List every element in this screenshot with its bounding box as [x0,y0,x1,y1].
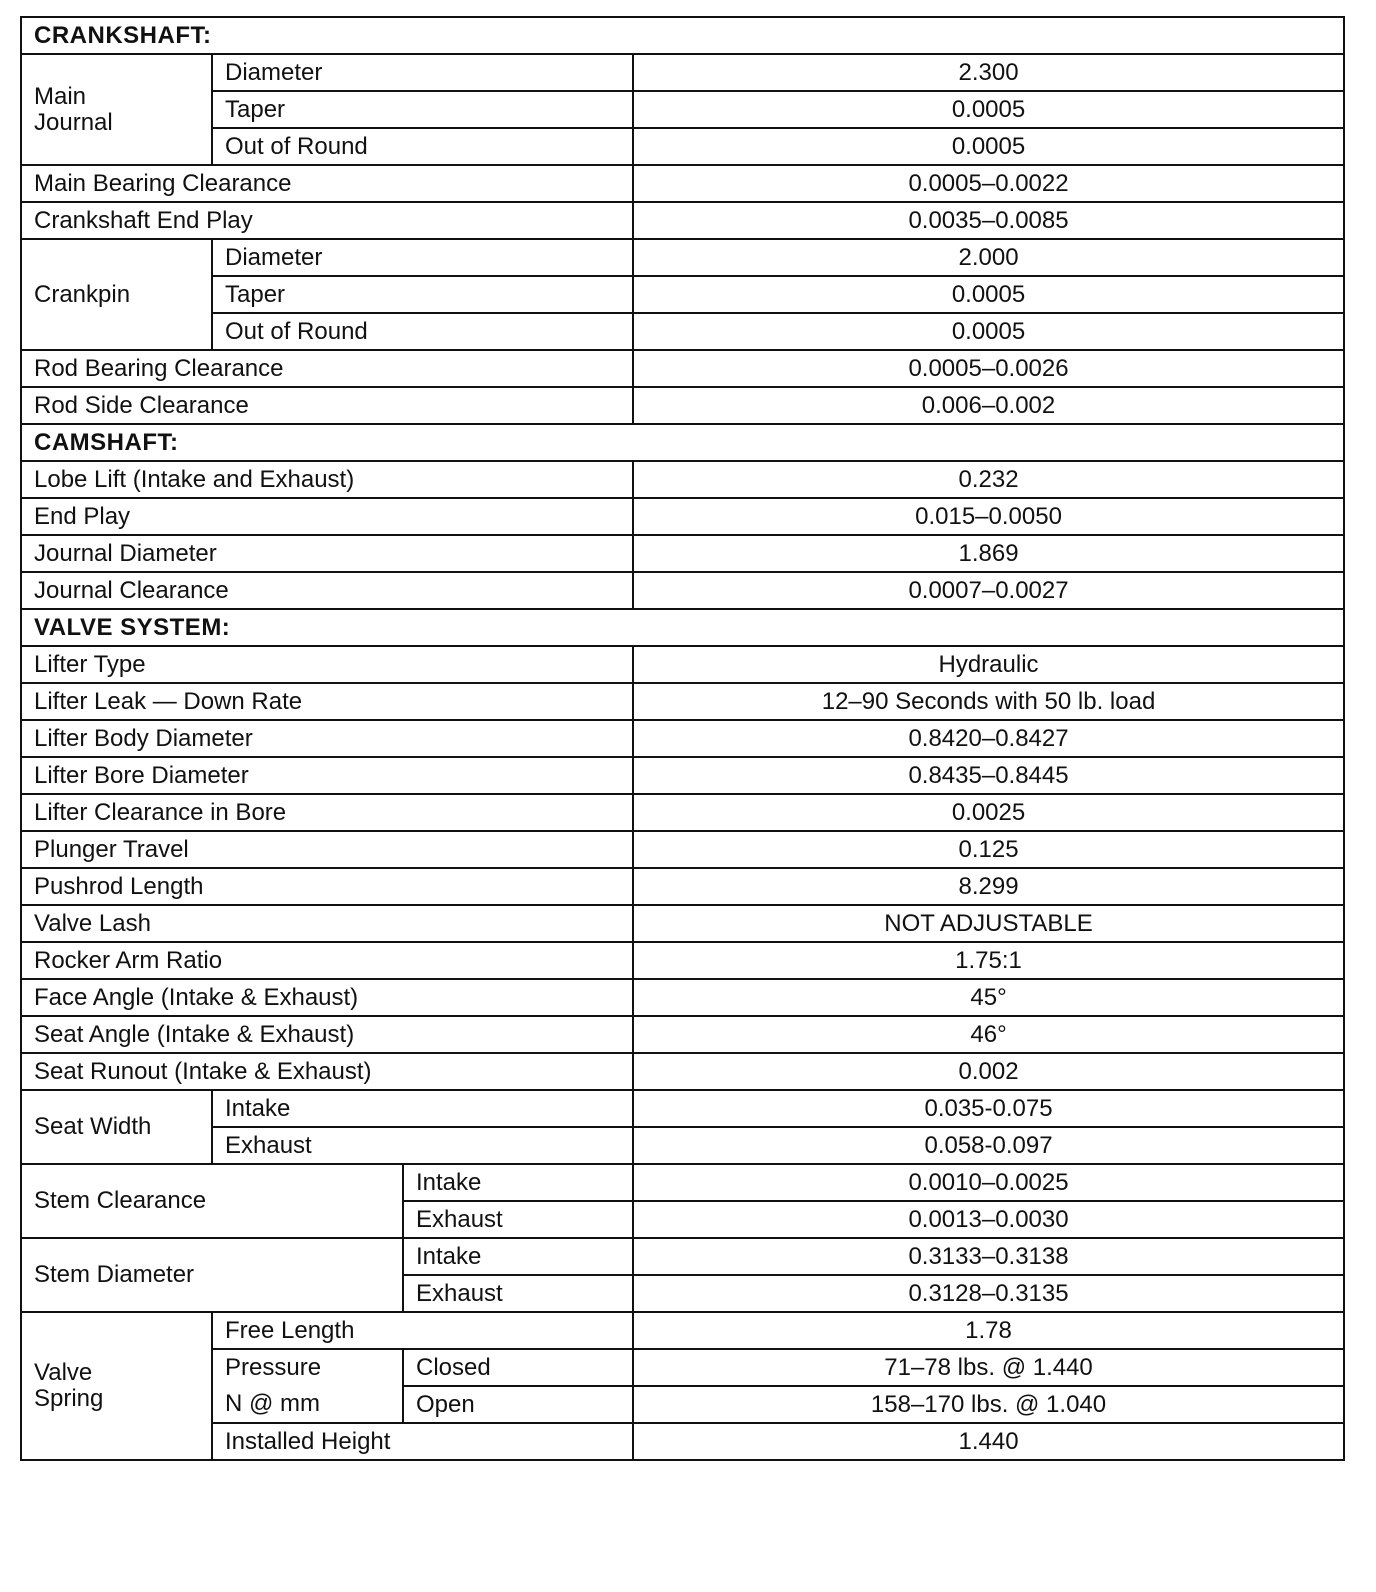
spec-value: 2.000 [633,239,1344,276]
spec-value: 0.0013–0.0030 [633,1201,1344,1238]
table-row [21,461,1344,498]
spec-value: Hydraulic [633,646,1344,683]
spec-value: 0.0005 [633,313,1344,350]
table-row [21,942,1344,979]
spec-value: 1.75:1 [633,942,1344,979]
spec-label: Rocker Arm Ratio [21,942,633,979]
valve-spring-label-line-1: Valve [34,1359,93,1386]
spec-label: Lifter Clearance in Bore [21,794,633,831]
table-row [21,757,1344,794]
table-row [21,1090,1344,1127]
spec-value: 45° [633,979,1344,1016]
spec-label: Valve Lash [21,905,633,942]
spec-label: Pushrod Length [21,868,633,905]
spec-label: Closed [403,1349,633,1386]
engine-spec-table [20,16,1345,1461]
spec-value: 8.299 [633,868,1344,905]
section-heading-camshaft: CAMSHAFT: [21,424,1344,461]
spec-label: Out of Round [212,128,633,165]
spec-value: 0.015–0.0050 [633,498,1344,535]
table-row [21,1016,1344,1053]
table-row [21,202,1344,239]
table-row [21,498,1344,535]
table-row [21,54,1344,91]
spec-value: 0.0005 [633,128,1344,165]
pressure-label: Pressure [212,1349,403,1386]
section-heading-valve-system: VALVE SYSTEM: [21,609,1344,646]
spec-value: 0.035-0.075 [633,1090,1344,1127]
spec-value: 0.002 [633,1053,1344,1090]
spec-value: 0.125 [633,831,1344,868]
spec-label: Exhaust [212,1127,633,1164]
table-row [21,239,1344,276]
table-row [21,535,1344,572]
spec-label: End Play [21,498,633,535]
spec-value: 0.006–0.002 [633,387,1344,424]
table-row [21,1423,1344,1460]
spec-label: Lobe Lift (Intake and Exhaust) [21,461,633,498]
spec-value: 0.0007–0.0027 [633,572,1344,609]
spec-value: 0.3133–0.3138 [633,1238,1344,1275]
section-row-crankshaft [21,17,1344,54]
table-row [21,1238,1344,1275]
table-row [21,1164,1344,1201]
spec-value: 0.0005 [633,276,1344,313]
section-row-valve-system [21,609,1344,646]
stem-diameter-label: Stem Diameter [21,1238,403,1312]
spec-label: Crankshaft End Play [21,202,633,239]
spec-label: Rod Side Clearance [21,387,633,424]
spec-value: 158–170 lbs. @ 1.040 [633,1386,1344,1423]
table-row [21,1349,1344,1386]
table-row [21,572,1344,609]
spec-value: 1.440 [633,1423,1344,1460]
valve-spring-label [21,1312,212,1460]
spec-label: Intake [403,1238,633,1275]
spec-value: 12–90 Seconds with 50 lb. load [633,683,1344,720]
stem-clearance-label: Stem Clearance [21,1164,403,1238]
main-journal-label-line-2: Journal [34,108,113,136]
table-row [21,91,1344,128]
spec-value: 0.3128–0.3135 [633,1275,1344,1312]
pressure-units-label: N @ mm [212,1386,403,1423]
spec-label: Rod Bearing Clearance [21,350,633,387]
spec-label: Taper [212,91,633,128]
spec-label: Journal Clearance [21,572,633,609]
spec-label: Main Bearing Clearance [21,165,633,202]
spec-value: 0.058-0.097 [633,1127,1344,1164]
spec-label: Intake [212,1090,633,1127]
table-row [21,683,1344,720]
spec-label: Exhaust [403,1201,633,1238]
table-row [21,794,1344,831]
spec-value: 1.78 [633,1312,1344,1349]
spec-label: Lifter Body Diameter [21,720,633,757]
section-row-camshaft [21,424,1344,461]
spec-value: NOT ADJUSTABLE [633,905,1344,942]
spec-value: 0.0005–0.0026 [633,350,1344,387]
spec-label: Out of Round [212,313,633,350]
valve-spring-label-line-2: Spring [34,1385,104,1412]
spec-label: Seat Runout (Intake & Exhaust) [21,1053,633,1090]
spec-value: 1.869 [633,535,1344,572]
table-row [21,979,1344,1016]
spec-value: 0.0025 [633,794,1344,831]
spec-value: 0.0005 [633,91,1344,128]
spec-value: 0.8435–0.8445 [633,757,1344,794]
spec-label: Taper [212,276,633,313]
spec-label: Installed Height [212,1423,633,1460]
spec-label: Intake [403,1164,633,1201]
spec-label: Open [403,1386,633,1423]
table-row [21,831,1344,868]
spec-label: Free Length [212,1312,633,1349]
table-row [21,313,1344,350]
spec-label: Lifter Type [21,646,633,683]
spec-value: 0.8420–0.8427 [633,720,1344,757]
main-journal-label-line-1: Main [34,82,87,110]
spec-label: Lifter Leak — Down Rate [21,683,633,720]
spec-value: 2.300 [633,54,1344,91]
spec-label: Seat Angle (Intake & Exhaust) [21,1016,633,1053]
table-row [21,128,1344,165]
seat-width-label: Seat Width [21,1090,212,1164]
main-journal-label [21,54,212,165]
spec-label: Diameter [212,54,633,91]
table-row [21,868,1344,905]
spec-label: Face Angle (Intake & Exhaust) [21,979,633,1016]
table-row [21,720,1344,757]
spec-value: 0.0005–0.0022 [633,165,1344,202]
spec-value: 0.0010–0.0025 [633,1164,1344,1201]
table-row [21,387,1344,424]
table-row [21,276,1344,313]
table-row [21,350,1344,387]
table-row [21,165,1344,202]
spec-value: 0.0035–0.0085 [633,202,1344,239]
table-row [21,1053,1344,1090]
table-row [21,1127,1344,1164]
spec-label: Plunger Travel [21,831,633,868]
table-row [21,1312,1344,1349]
table-row [21,646,1344,683]
table-row [21,905,1344,942]
section-heading-crankshaft: CRANKSHAFT: [21,17,1344,54]
crankpin-label: Crankpin [21,239,212,350]
table-row [21,1386,1344,1423]
spec-label: Diameter [212,239,633,276]
spec-label: Exhaust [403,1275,633,1312]
spec-label: Lifter Bore Diameter [21,757,633,794]
spec-label: Journal Diameter [21,535,633,572]
spec-value: 0.232 [633,461,1344,498]
spec-value: 46° [633,1016,1344,1053]
spec-value: 71–78 lbs. @ 1.440 [633,1349,1344,1386]
